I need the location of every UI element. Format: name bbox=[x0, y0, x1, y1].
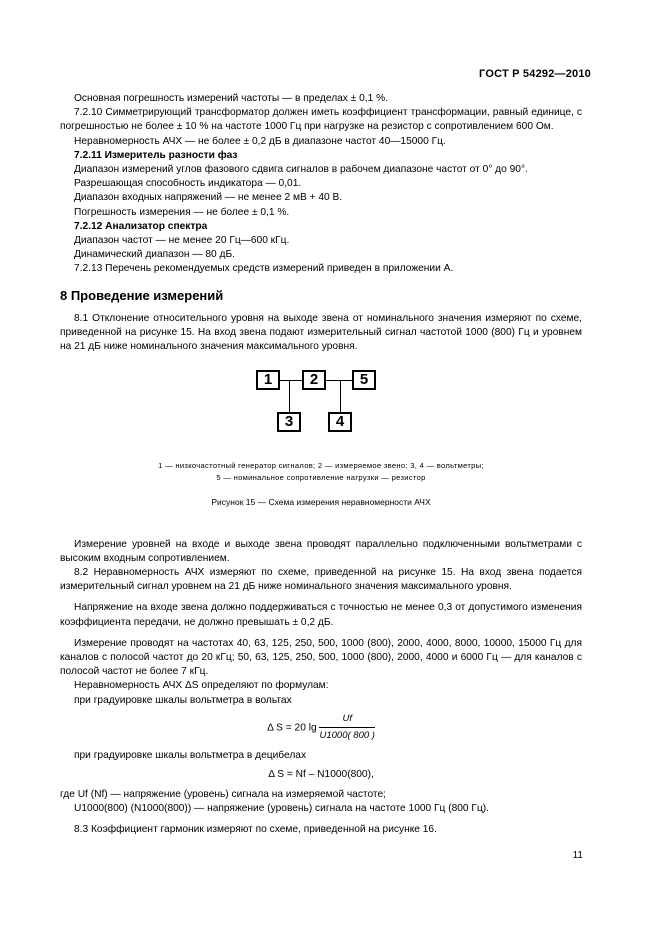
paragraph-7-2-13: 7.2.13 Перечень рекомендуемых средств измерений приведен в приложении А. bbox=[74, 263, 454, 275]
figure-legend-line-1: 1 — низкочастотный генератор сигналов; 2 — измеряемое звено; 3, 4 — вольтметры; bbox=[158, 461, 484, 471]
figure-15-diagram bbox=[60, 366, 582, 454]
paragraph-8-2: 8.2 Неравномерность АЧХ измеряют по схеме, приведенной на рисунке 15. На вход звена подается измерительный сигнал уровнем на 21 дБ ниже номинального значения максимального уровня. bbox=[60, 567, 582, 593]
paragraph-input-range: Диапазон входных напряжений — не менее 2 мВ + 40 В. bbox=[74, 192, 343, 204]
paragraph-volts-scale: при градуировке шкалы вольтметра в вольтах bbox=[74, 694, 292, 706]
paragraph-error: Погрешность измерения — не более ± 0,1 %. bbox=[74, 206, 290, 218]
paragraph-phase-range: Диапазон измерений углов фазового сдвига сигналов в рабочем диапазоне частот от 0° до 90°. bbox=[74, 164, 528, 176]
figure-legend bbox=[60, 460, 582, 483]
paragraph-where-u1000: U1000(800) (N1000(800)) — напряжение (уровень) сигнала на частоте 1000 Гц (800 Гц). bbox=[74, 802, 489, 814]
paragraph-db-scale: при градуировке шкалы вольтметра в децибелах bbox=[74, 750, 307, 762]
standard-header: ГОСТ Р 54292—2010 bbox=[479, 68, 591, 80]
formula-volts-denominator: U1000( 800 ) bbox=[319, 730, 375, 742]
section-8-title: 8 Проведение измерений bbox=[60, 287, 224, 303]
paragraph-8-1: 8.1 Отклонение относительного уровня на выходе звена от номинального значения измеряют по схеме, приведенной на рисунке 15. На вход звена подают измерительный сигнал частотой 1000 (800) Гц и уровнем на 21 дБ ниже номинального значения максимального уровня. bbox=[60, 312, 582, 353]
paragraph-freq-range: Диапазон частот — не менее 20 Гц—600 кГц. bbox=[74, 235, 290, 247]
block-5-load: 5 bbox=[352, 370, 376, 390]
paragraph-accuracy: Основная погрешность измерений частоты — в пределах ± 0,1 %. bbox=[74, 93, 389, 104]
block-4-voltmeter: 4 bbox=[328, 412, 352, 432]
paragraph-nonuniformity: Неравномерность АЧХ — не более ± 0,2 дБ в диапазоне частот 40—15000 Гц. bbox=[74, 135, 446, 147]
paragraph-frequencies: Измерение проводят на частотах 40, 63, 125, 250, 500, 1000 (800), 2000, 4000, 8000, 10000, 15000 Гц для каналов с полосой частот до 20 кГц; 50, 63, 125, 250, 500, 1000 (800), 2000, 4000 и 6000 Гц — для каналов с полосой частот не более 7 кГц. bbox=[60, 637, 582, 678]
figure-title: Рисунок 15 — Схема измерения неравномерности АЧХ bbox=[211, 497, 431, 508]
paragraph-parallel-voltmeters: Измерение уровней на входе и выходе звена проводят параллельно подключенными вольтметрами с высоким входным сопротивлением. bbox=[60, 538, 582, 564]
connector-2-5 bbox=[326, 380, 352, 381]
block-3-voltmeter: 3 bbox=[277, 412, 301, 432]
figure-legend-line-2: 5 — номинальное сопротивление нагрузки — резистор bbox=[216, 472, 426, 482]
paragraph-resolution: Разрешающая способность индикатора — 0,01. bbox=[74, 178, 302, 190]
page-number: 11 bbox=[572, 850, 583, 861]
paragraph-formulas-intro: Неравномерность АЧХ ΔS определяют по формулам: bbox=[74, 680, 329, 692]
block-2-link: 2 bbox=[302, 370, 326, 390]
block-1-generator: 1 bbox=[256, 370, 280, 390]
formula-db: Δ S = Nf – N1000(800), bbox=[268, 768, 374, 780]
paragraph-input-voltage: Напряжение на входе звена должно поддерживаться с точностью не менее 0,3 от допустимого изменения коэффициента передачи, не должно превышать ± 0,2 дБ. bbox=[60, 602, 582, 628]
heading-7-2-11: 7.2.11 Измеритель разности фаз bbox=[74, 149, 238, 161]
paragraph-where-uf: где Uf (Nf) — напряжение (уровень) сигнала на измеряемой частоте; bbox=[60, 788, 386, 800]
formula-volts-fraction bbox=[319, 712, 374, 743]
connector-to-3-vertical bbox=[289, 380, 290, 412]
formula-volts-left: Δ S = 20 lg bbox=[267, 722, 317, 734]
page-content bbox=[60, 92, 582, 837]
formula-volts bbox=[60, 712, 582, 743]
formula-volts-numerator: Uf bbox=[319, 712, 374, 728]
paragraph-dynamic-range: Динамический диапазон — 80 дБ. bbox=[74, 249, 236, 261]
paragraph-7-2-10: 7.2.10 Симметрирующий трансформатор должен иметь коэффициент трансформации, равный единице, с погрешностью не более ± 10 % на частоте 1000 Гц при нагрузке на резистор с сопротивлением 600 Ом. bbox=[60, 107, 582, 133]
paragraph-8-3: 8.3 Коэффициент гармоник измеряют по схеме, приведенной на рисунке 16. bbox=[74, 824, 437, 836]
connector-to-4-vertical bbox=[340, 380, 341, 412]
heading-7-2-12: 7.2.12 Анализатор спектра bbox=[74, 220, 208, 232]
connector-1-2 bbox=[280, 380, 302, 381]
